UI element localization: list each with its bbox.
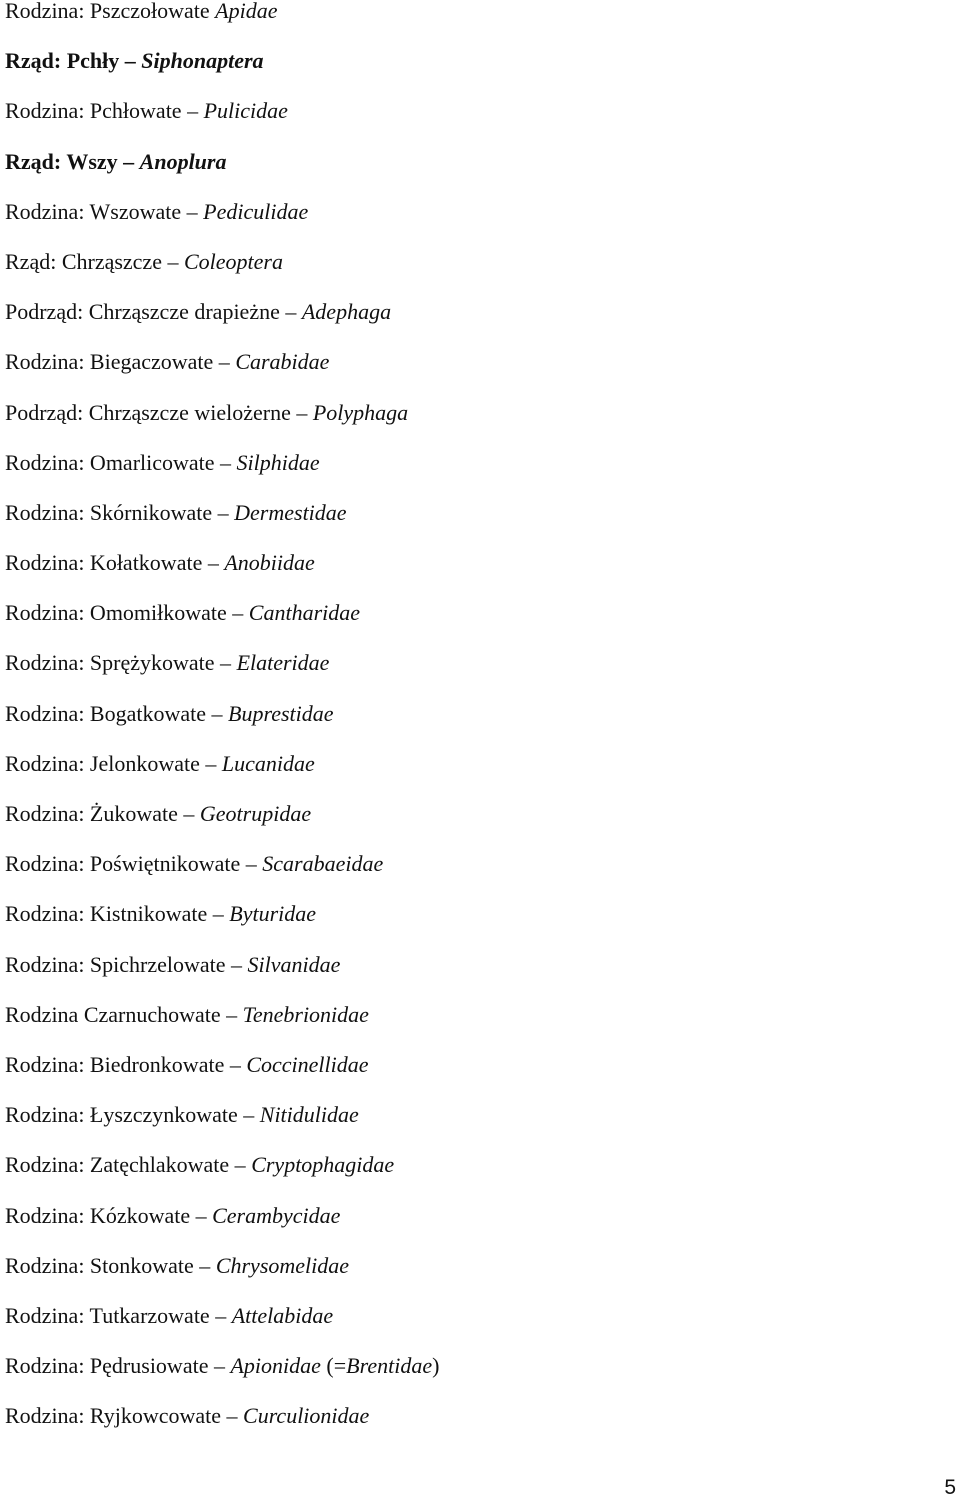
taxon-entry: [5, 145, 439, 195]
taxon-entry: [5, 847, 439, 897]
latin-name: Siphonaptera: [141, 48, 264, 74]
taxonomy-list: [5, 0, 439, 1449]
common-name: Podrząd: Chrząszcze wielożerne –: [5, 399, 308, 425]
common-name: Rząd: Chrząszcze –: [5, 248, 179, 274]
latin-name: Adephaga: [301, 299, 392, 325]
latin-name: Buprestidae: [228, 700, 334, 726]
latin-name: Geotrupidae: [199, 801, 312, 826]
latin-name: Anoplura: [139, 148, 227, 174]
common-name: Rodzina: Biedronkowate –: [5, 1051, 241, 1077]
taxon-entry: [5, 295, 439, 345]
latin-name: Elateridae: [236, 650, 330, 676]
taxon-entry: [5, 596, 439, 646]
latin-name: Silvanidae: [247, 951, 341, 977]
latin-name: Lucanidae: [221, 750, 315, 776]
taxon-entry: [5, 546, 439, 596]
latin-name: Cryptophagidae: [251, 1152, 395, 1178]
latin-name: Pulicidae: [203, 98, 288, 124]
common-name: Rodzina: Zatęchlakowate –: [5, 1152, 246, 1178]
common-name: Rodzina: Pszczołowate: [5, 0, 210, 23]
taxon-entry: [5, 998, 439, 1048]
common-name: Rodzina: Pchłowate –: [5, 98, 199, 124]
taxon-entry: [5, 94, 439, 144]
common-name: Rodzina: Pędrusiowate –: [5, 1353, 225, 1379]
taxon-entry: [5, 1098, 439, 1148]
latin-name: Nitidulidae: [259, 1102, 359, 1128]
taxon-entry: [5, 1199, 439, 1249]
synonym-note: (=Brentidae): [326, 1353, 440, 1379]
common-name: Rodzina: Kistnikowate –: [5, 901, 224, 927]
latin-name: Pediculidae: [203, 198, 309, 224]
taxon-entry: [5, 0, 439, 44]
latin-name: Polyphaga: [312, 399, 409, 425]
latin-name: Coleoptera: [183, 248, 283, 274]
latin-name: Tenebrionidae: [242, 1001, 369, 1027]
page-number: 5: [944, 1476, 956, 1499]
common-name: Rodzina: Łyszczynkowate –: [5, 1102, 255, 1128]
taxon-entry: [5, 697, 439, 747]
taxon-entry: [5, 1299, 439, 1349]
taxon-entry: [5, 1148, 439, 1198]
common-name: Rodzina: Sprężykowate –: [5, 650, 232, 676]
latin-name: Carabidae: [235, 349, 330, 375]
latin-name: Silphidae: [236, 449, 320, 475]
common-name: Rodzina: Skórnikowate –: [5, 499, 229, 525]
latin-name: Anobiidae: [224, 550, 315, 576]
taxon-entry: [5, 446, 439, 496]
taxon-entry: [5, 345, 439, 395]
common-name: Rodzina: Kołatkowate –: [5, 550, 219, 576]
common-name: Rodzina: Omarlicowate –: [5, 449, 232, 475]
latin-name: Dermestidae: [234, 499, 347, 525]
latin-name: Attelabidae: [231, 1302, 334, 1328]
taxon-entry: [5, 1349, 439, 1399]
common-name: Rodzina: Biegaczowate –: [5, 349, 230, 375]
taxon-entry: [5, 44, 439, 94]
taxon-entry: [5, 797, 439, 847]
latin-name: Cerambycidae: [212, 1202, 341, 1228]
common-name: Rodzina: Stonkowate –: [5, 1252, 211, 1278]
latin-name: Apionidae: [230, 1353, 321, 1379]
taxon-entry: [5, 948, 439, 998]
taxon-entry: [5, 1399, 439, 1449]
common-name: Rodzina: Kózkowate –: [5, 1202, 207, 1228]
taxon-entry: [5, 747, 439, 797]
common-name: Rząd: Wszy –: [5, 148, 135, 174]
latin-name: Chrysomelidae: [215, 1252, 350, 1278]
common-name: Rząd: Pchły –: [5, 48, 136, 74]
latin-name: Scarabaeidae: [262, 851, 384, 877]
taxon-entry: [5, 195, 439, 245]
common-name: Rodzina Czarnuchowate –: [5, 1001, 238, 1027]
common-name: Rodzina: Wszowate –: [5, 198, 198, 224]
taxon-entry: [5, 646, 439, 696]
latin-name: Curculionidae: [243, 1403, 370, 1429]
common-name: Rodzina: Żukowate –: [5, 801, 195, 826]
common-name: Rodzina: Bogatkowate –: [5, 700, 223, 726]
taxon-entry: [5, 1249, 439, 1299]
common-name: Podrząd: Chrząszcze drapieżne –: [5, 299, 297, 325]
taxon-entry: [5, 396, 439, 446]
common-name: Rodzina: Poświętnikowate –: [5, 851, 257, 877]
common-name: Rodzina: Jelonkowate –: [5, 750, 217, 776]
latin-name: Cantharidae: [248, 600, 361, 626]
latin-name: Coccinellidae: [246, 1051, 369, 1077]
taxon-entry: [5, 245, 439, 295]
common-name: Rodzina: Ryjkowcowate –: [5, 1403, 238, 1429]
latin-name: Byturidae: [229, 901, 317, 927]
common-name: Rodzina: Omomiłkowate –: [5, 600, 244, 626]
taxon-entry: [5, 496, 439, 546]
latin-name: Apidae: [215, 0, 278, 23]
taxon-entry: [5, 897, 439, 947]
common-name: Rodzina: Spichrzelowate –: [5, 951, 243, 977]
taxon-entry: [5, 1048, 439, 1098]
common-name: Rodzina: Tutkarzowate –: [5, 1302, 227, 1328]
